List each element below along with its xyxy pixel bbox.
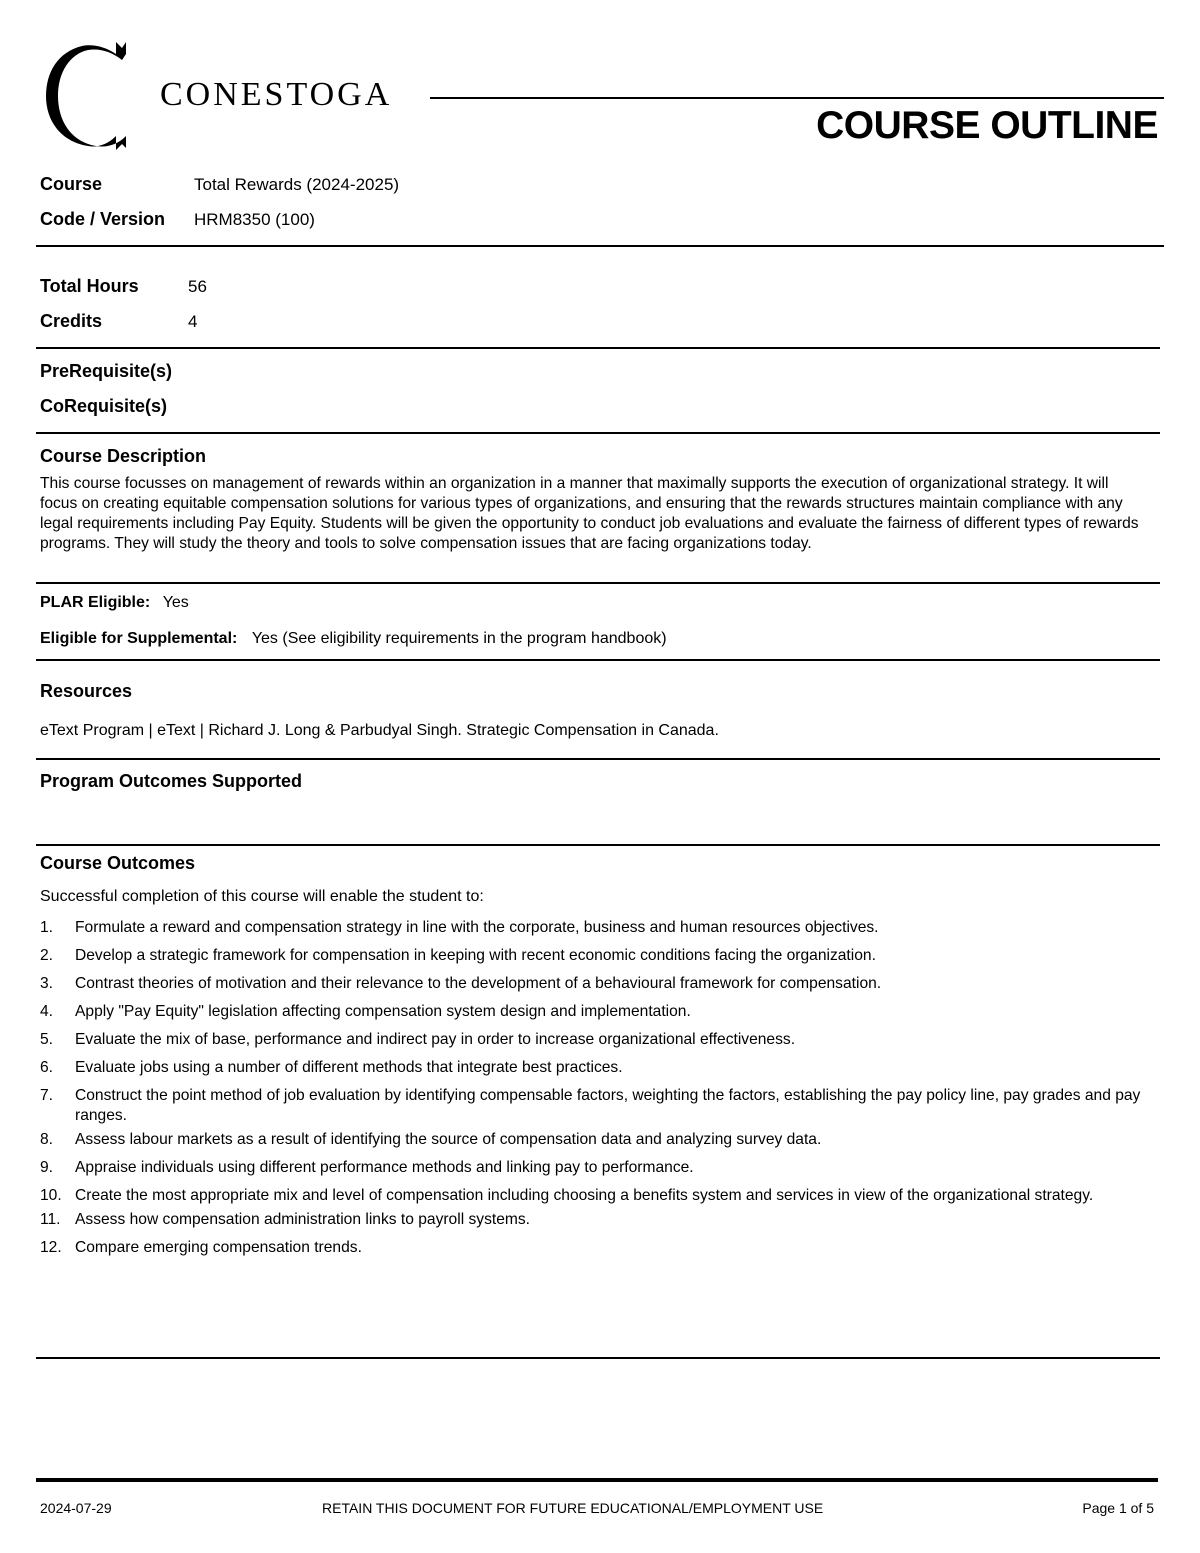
section-divider — [36, 1357, 1160, 1359]
list-item: 9. Appraise individuals using different performance methods and linking pay to performance. — [40, 1159, 694, 1176]
conestoga-logo-icon — [36, 40, 130, 152]
credits-label: Credits — [40, 311, 103, 331]
list-item: 12. Compare emerging compensation trends. — [40, 1239, 362, 1256]
corequisites-label: CoRequisite(s) — [40, 396, 168, 416]
section-divider — [36, 582, 1160, 584]
course-label: Course — [40, 174, 103, 194]
page-number: Page 1 of 5 — [1082, 1500, 1154, 1516]
list-item: 1. Formulate a reward and compensation strategy in line with the corporate, business and human resources objectives. — [40, 919, 879, 936]
program-outcomes-heading: Program Outcomes Supported — [40, 771, 303, 791]
list-item: 7. Construct the point method of job evaluation by identifying compensable factors, weighting the factors, establishing the pay policy line, pay grades and pay ranges. — [40, 1087, 1141, 1124]
course-description-heading: Course Description — [40, 446, 207, 466]
header-divider — [430, 97, 1164, 99]
supplemental-eligibility — [40, 630, 667, 648]
list-item: 2. Develop a strategic framework for compensation in keeping with recent economic conditions facing the organization. — [40, 947, 876, 964]
section-divider — [36, 347, 1160, 349]
document-title: COURSE OUTLINE — [816, 104, 1158, 147]
footer-date: 2024-07-29 — [40, 1500, 112, 1516]
course-value: Total Rewards (2024-2025) — [194, 175, 400, 194]
plar-eligible-value: Yes — [162, 594, 189, 611]
list-item: 8. Assess labour markets as a result of identifying the source of compensation data and analyzing survey data. — [40, 1131, 822, 1148]
course-description-text: This course focusses on management of rewards within an organization in a manner that maximally supports the execution of organizational strategy. It will focus on creating equitable compensation solutions for various types of organizations, and ensuring that the rewards structures maintain compliance with any legal requirements including Pay Equity. Students will be given the opportunity to conduct job evaluations and evaluate the fairness of different types of rewards programs. They will study the theory and tools to solve compensation issues that are facing organizations today. — [40, 475, 1139, 552]
footer-divider — [36, 1478, 1158, 1482]
total-hours-label: Total Hours — [40, 276, 139, 296]
section-divider — [36, 245, 1164, 247]
brand-wordmark: CONESTOGA — [160, 76, 393, 113]
plar-eligibility — [40, 594, 189, 612]
resources-text: eText Program | eText | Richard J. Long & Parbudyal Singh. Strategic Compensation in Canada. — [40, 722, 719, 739]
course-outcomes-intro: Successful completion of this course will enable the student to: — [40, 888, 484, 905]
section-divider — [36, 659, 1160, 661]
list-item: 3. Contrast theories of motivation and their relevance to the development of a behavioural framework for compensation. — [40, 975, 882, 992]
code-version-value: HRM8350 (100) — [194, 210, 315, 229]
section-divider — [36, 758, 1160, 760]
list-item: 6. Evaluate jobs using a number of different methods that integrate best practices. — [40, 1059, 623, 1076]
total-hours-value: 56 — [188, 277, 207, 296]
plar-eligible-label: PLAR Eligible: — [40, 594, 151, 611]
course-outcomes-heading: Course Outcomes — [40, 853, 196, 873]
course-outcomes-list — [40, 918, 1150, 1266]
footer-notice: RETAIN THIS DOCUMENT FOR FUTURE EDUCATIONAL/EMPLOYMENT USE — [322, 1500, 824, 1516]
list-item: 5. Evaluate the mix of base, performance and indirect pay in order to increase organizational effectiveness. — [40, 1031, 796, 1048]
prerequisites-label: PreRequisite(s) — [40, 361, 173, 381]
supplemental-value: Yes (See eligibility requirements in the program handbook) — [251, 630, 667, 647]
resources-heading: Resources — [40, 681, 133, 701]
supplemental-label: Eligible for Supplemental: — [40, 630, 238, 647]
list-item: 10. Create the most appropriate mix and level of compensation including choosing a benefits system and services in view of the organizational strategy. — [40, 1187, 1094, 1204]
code-version-label: Code / Version — [40, 209, 166, 229]
section-divider — [36, 844, 1160, 846]
section-divider — [36, 432, 1160, 434]
credits-value: 4 — [188, 312, 198, 331]
list-item: 4. Apply "Pay Equity" legislation affecting compensation system design and implementation. — [40, 1003, 691, 1020]
list-item: 11. Assess how compensation administration links to payroll systems. — [40, 1211, 531, 1228]
